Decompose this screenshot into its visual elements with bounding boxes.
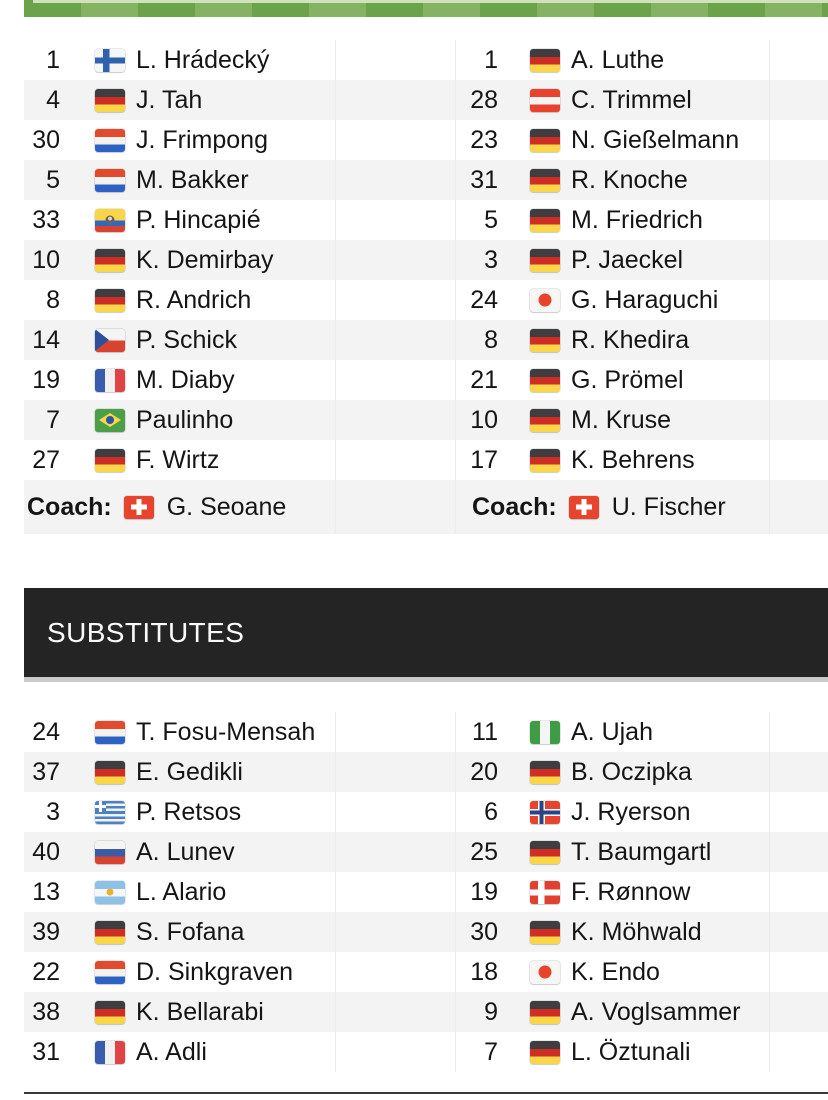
flag-icon [530, 449, 560, 472]
shirt-number: 20 [470, 757, 498, 786]
player-cell-home[interactable] [24, 712, 455, 752]
flag-icon [530, 841, 560, 864]
flag-icon [95, 409, 125, 432]
player-cell-away[interactable] [455, 200, 828, 240]
shirt-number: 10 [470, 405, 498, 434]
flag-icon [95, 369, 125, 392]
shirt-number: 13 [32, 877, 60, 906]
player-cell-home[interactable] [24, 792, 455, 832]
shirt-number: 30 [32, 125, 60, 154]
flag-icon [530, 1041, 560, 1064]
shirt-number: 1 [46, 45, 60, 74]
shirt-number: 31 [32, 1037, 60, 1066]
player-name: M. Bakker [136, 165, 249, 194]
flag-icon [530, 249, 560, 272]
player-cell-away[interactable] [455, 400, 828, 440]
player-cell-away[interactable] [455, 240, 828, 280]
player-cell-away[interactable] [455, 440, 828, 480]
shirt-number: 21 [470, 365, 498, 394]
player-cell-home[interactable] [24, 952, 455, 992]
player-cell-home[interactable] [24, 440, 455, 480]
player-cell-home[interactable] [24, 160, 455, 200]
bottom-divider [24, 1092, 828, 1094]
player-name: R. Khedira [571, 325, 690, 354]
shirt-number: 9 [484, 997, 498, 1026]
player-name: K. Endo [571, 957, 660, 986]
coach-cell-home[interactable] [24, 480, 455, 534]
player-row [24, 1032, 828, 1072]
player-name: A. Adli [136, 1037, 207, 1066]
shirt-number: 30 [470, 917, 498, 946]
flag-icon [95, 921, 125, 944]
flag-icon [95, 801, 125, 824]
player-name: P. Jaeckel [571, 245, 684, 274]
flag-icon [95, 1041, 125, 1064]
player-cell-home[interactable] [24, 832, 455, 872]
player-row [24, 360, 828, 400]
coach-name: U. Fischer [611, 492, 726, 521]
player-name: A. Voglsammer [571, 997, 741, 1026]
player-row [24, 832, 828, 872]
shirt-number: 4 [46, 85, 60, 114]
player-name: P. Retsos [136, 797, 242, 826]
player-name: L. Alario [136, 877, 227, 906]
shirt-number: 24 [470, 285, 498, 314]
shirt-number: 39 [32, 917, 60, 946]
shirt-number: 18 [470, 957, 498, 986]
player-row [24, 200, 828, 240]
shirt-number: 1 [484, 45, 498, 74]
player-name: B. Oczipka [571, 757, 692, 786]
player-name: G. Prömel [571, 365, 684, 394]
coach-label: Coach: [472, 492, 557, 521]
player-name: A. Ujah [571, 717, 653, 746]
shirt-number: 27 [32, 445, 60, 474]
player-cell-away[interactable] [455, 832, 828, 872]
player-cell-away[interactable] [455, 160, 828, 200]
flag-icon [530, 409, 560, 432]
player-cell-away[interactable] [455, 320, 828, 360]
player-row [24, 320, 828, 360]
flag-icon [95, 721, 125, 744]
flag-icon [530, 881, 560, 904]
flag-icon [530, 169, 560, 192]
flag-icon [530, 129, 560, 152]
coach-name: G. Seoane [166, 492, 287, 521]
flag-icon [95, 169, 125, 192]
player-name: R. Andrich [136, 285, 252, 314]
player-cell-away[interactable] [455, 792, 828, 832]
shirt-number: 40 [32, 837, 60, 866]
shirt-number: 10 [32, 245, 60, 274]
player-cell-away[interactable] [455, 712, 828, 752]
player-name: D. Sinkgraven [136, 957, 294, 986]
shirt-number: 5 [46, 165, 60, 194]
shirt-number: 19 [470, 877, 498, 906]
player-cell-home[interactable] [24, 360, 455, 400]
shirt-number: 7 [46, 405, 60, 434]
player-row [24, 792, 828, 832]
player-name: R. Knoche [571, 165, 688, 194]
shirt-number: 6 [484, 797, 498, 826]
player-name: G. Haraguchi [571, 285, 719, 314]
player-cell-home[interactable] [24, 1032, 455, 1072]
player-name: J. Frimpong [136, 125, 268, 154]
shirt-number: 28 [470, 85, 498, 114]
flag-icon [530, 721, 560, 744]
shirt-number: 22 [32, 957, 60, 986]
player-name: F. Rønnow [571, 877, 691, 906]
player-row [24, 872, 828, 912]
flag-icon [95, 1001, 125, 1024]
player-row [24, 80, 828, 120]
player-name: K. Demirbay [136, 245, 274, 274]
player-cell-home[interactable] [24, 992, 455, 1032]
player-cell-home[interactable] [24, 872, 455, 912]
shirt-number: 19 [32, 365, 60, 394]
player-name: J. Tah [136, 85, 203, 114]
player-name: L. Hrádecký [136, 45, 270, 74]
flag-icon [95, 289, 125, 312]
coach-label: Coach: [27, 492, 112, 521]
player-cell-away[interactable] [455, 40, 828, 80]
flag-icon [530, 209, 560, 232]
flag-icon [95, 249, 125, 272]
substitutes-header [24, 588, 828, 682]
player-name: F. Wirtz [136, 445, 220, 474]
flag-icon [95, 449, 125, 472]
player-row [24, 160, 828, 200]
player-name: P. Hincapié [136, 205, 261, 234]
player-cell-away[interactable] [455, 992, 828, 1032]
player-cell-home[interactable] [24, 40, 455, 80]
shirt-number: 7 [484, 1037, 498, 1066]
shirt-number: 3 [484, 245, 498, 274]
player-row [24, 712, 828, 752]
player-row [24, 992, 828, 1032]
coach-cell-away[interactable] [455, 480, 828, 534]
flag-icon [95, 89, 125, 112]
shirt-number: 33 [32, 205, 60, 234]
player-cell-away[interactable] [455, 360, 828, 400]
player-name: N. Gießelmann [571, 125, 740, 154]
player-name: P. Schick [136, 325, 237, 354]
flag-icon [124, 496, 154, 519]
flag-icon [95, 881, 125, 904]
player-name: A. Lunev [136, 837, 235, 866]
flag-icon [530, 289, 560, 312]
flag-icon [95, 49, 125, 72]
shirt-number: 24 [32, 717, 60, 746]
shirt-number: 25 [470, 837, 498, 866]
player-cell-away[interactable] [455, 120, 828, 160]
substitutes-table [0, 712, 828, 1072]
player-cell-home[interactable] [24, 240, 455, 280]
header-green-stripe [24, 0, 828, 17]
player-row [24, 120, 828, 160]
player-cell-home[interactable] [24, 400, 455, 440]
player-cell-away[interactable] [455, 752, 828, 792]
flag-icon [530, 369, 560, 392]
flag-icon [95, 961, 125, 984]
player-name: M. Diaby [136, 365, 235, 394]
shirt-number: 31 [470, 165, 498, 194]
player-name: T. Baumgartl [571, 837, 712, 866]
flag-icon [530, 329, 560, 352]
flag-icon [530, 49, 560, 72]
coach-row [24, 480, 828, 534]
shirt-number: 37 [32, 757, 60, 786]
shirt-number: 17 [470, 445, 498, 474]
flag-icon [95, 841, 125, 864]
shirt-number: 11 [472, 717, 498, 746]
substitutes-title: SUBSTITUTES [47, 616, 245, 648]
player-name: K. Behrens [571, 445, 695, 474]
player-cell-home[interactable] [24, 200, 455, 240]
player-cell-home[interactable] [24, 752, 455, 792]
shirt-number: 5 [484, 205, 498, 234]
flag-icon [95, 761, 125, 784]
player-row [24, 952, 828, 992]
player-row [24, 280, 828, 320]
shirt-number: 23 [470, 125, 498, 154]
player-row [24, 912, 828, 952]
player-cell-away[interactable] [455, 912, 828, 952]
flag-icon [530, 801, 560, 824]
player-cell-home[interactable] [24, 320, 455, 360]
player-cell-home[interactable] [24, 120, 455, 160]
player-name: K. Bellarabi [136, 997, 264, 1026]
shirt-number: 8 [484, 325, 498, 354]
flag-icon [530, 1001, 560, 1024]
player-name: T. Fosu-Mensah [136, 717, 316, 746]
player-name: M. Friedrich [571, 205, 703, 234]
player-name: A. Luthe [571, 45, 665, 74]
player-name: L. Öztunali [571, 1037, 691, 1066]
player-name: K. Möhwald [571, 917, 702, 946]
flag-icon [569, 496, 599, 519]
shirt-number: 38 [32, 997, 60, 1026]
player-name: J. Ryerson [571, 797, 691, 826]
flag-icon [530, 921, 560, 944]
player-row [24, 40, 828, 80]
player-cell-away[interactable] [455, 80, 828, 120]
player-row [24, 240, 828, 280]
flag-icon [530, 761, 560, 784]
player-cell-away[interactable] [455, 952, 828, 992]
player-cell-away[interactable] [455, 872, 828, 912]
starting-lineup-table [0, 40, 828, 534]
shirt-number: 8 [46, 285, 60, 314]
player-name: E. Gedikli [136, 757, 243, 786]
player-row [24, 440, 828, 480]
player-cell-home[interactable] [24, 280, 455, 320]
shirt-number: 14 [32, 325, 60, 354]
player-name: M. Kruse [571, 405, 672, 434]
player-cell-away[interactable] [455, 280, 828, 320]
player-name: S. Fofana [136, 917, 245, 946]
player-cell-home[interactable] [24, 80, 455, 120]
flag-icon [530, 89, 560, 112]
player-name: Paulinho [136, 405, 234, 434]
player-row [24, 752, 828, 792]
player-cell-away[interactable] [455, 1032, 828, 1072]
player-name: C. Trimmel [571, 85, 692, 114]
flag-icon [530, 961, 560, 984]
flag-icon [95, 329, 125, 352]
player-row [24, 400, 828, 440]
flag-icon [95, 209, 125, 232]
player-cell-home[interactable] [24, 912, 455, 952]
shirt-number: 3 [46, 797, 60, 826]
flag-icon [95, 129, 125, 152]
